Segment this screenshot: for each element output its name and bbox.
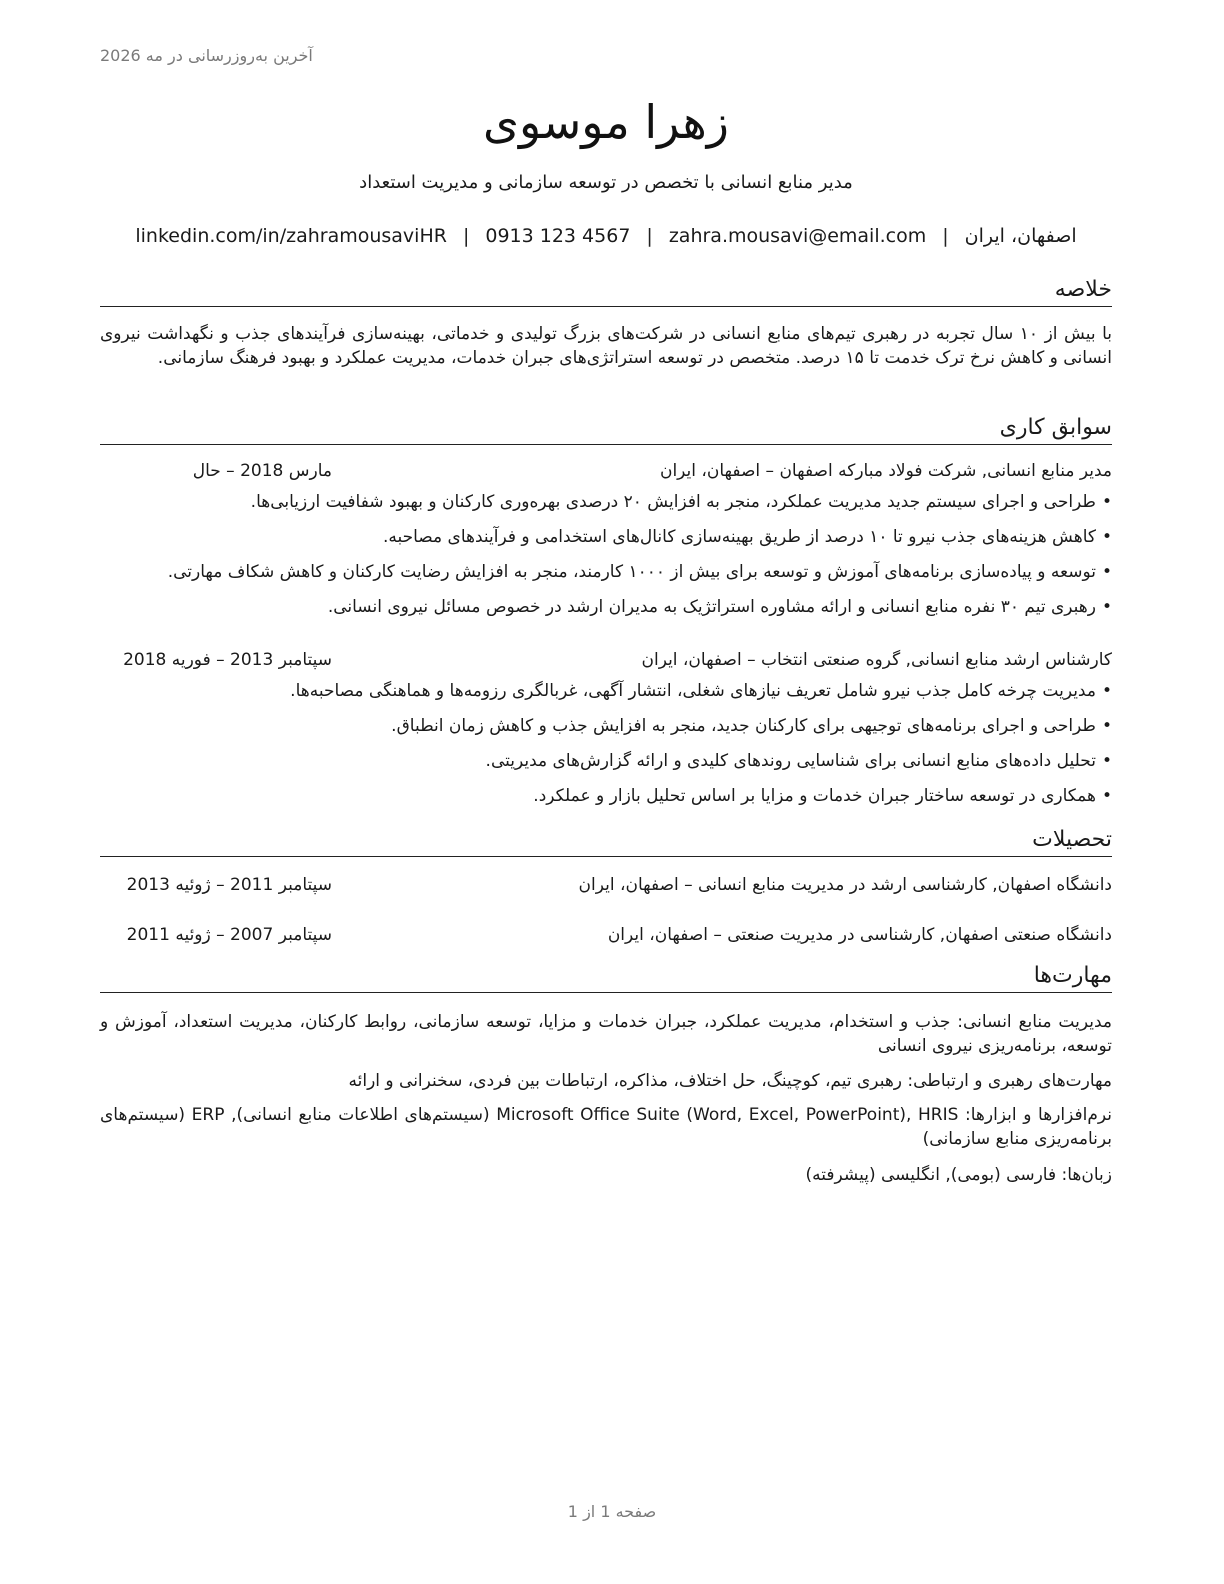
job-dates: مارس 2018 – حال (192, 461, 332, 481)
skill-line: نرم‌افزارها و ابزارها: Microsoft Office Suite (Word, Excel, PowerPoint), HRIS (سیستم‌های اطلاعات منابع انسانی), ERP (سیستم‌های برنامه‌ریزی منابع سازمانی) (100, 1105, 1112, 1149)
contact-email-link[interactable]: zahra.mousavi@email.com (668, 225, 927, 247)
contact-separator: | (942, 225, 949, 247)
bullet-icon: • (1101, 562, 1112, 582)
skills-heading: مهارت‌ها (100, 962, 1112, 993)
skill-line: زبان‌ها: فارسی (بومی), انگلیسی (پیشرفته) (805, 1165, 1112, 1185)
bullet-icon: • (1101, 492, 1112, 512)
bullet-icon: • (1101, 786, 1112, 806)
summary-heading: خلاصه (100, 276, 1112, 307)
job-bullet: •توسعه و پیاده‌سازی برنامه‌های آموزش و توسعه برای بیش از ۱۰۰۰ کارمند، منجر به افزایش رضایت کارکنان و کاهش شکاف مهارتی. (167, 562, 1112, 582)
job-bullet: •طراحی و اجرای برنامه‌های توجیهی برای کارکنان جدید، منجر به افزایش جذب و کاهش زمان انطباق. (391, 716, 1112, 736)
bullet-icon: • (1101, 681, 1112, 701)
contact-phone: 0913 123 4567 (485, 225, 631, 247)
bullet-icon: • (1101, 527, 1112, 547)
job-title: کارشناس ارشد منابع انسانی, گروه صنعتی انتخاب – اصفهان، ایران (641, 650, 1112, 670)
contact-line (100, 223, 1112, 249)
job-dates: سپتامبر 2013 – فوریه 2018 (123, 650, 332, 670)
bullet-icon: • (1101, 751, 1112, 771)
job-bullet: •رهبری تیم ۳۰ نفره منابع انسانی و ارائه مشاوره استراتژیک به مدیران ارشد در خصوص مسائل نیروی انسانی. (327, 597, 1112, 617)
summary-text: با بیش از ۱۰ سال تجربه در رهبری تیم‌های منابع انسانی در شرکت‌های بزرگ تولیدی و خدماتی، بهینه‌سازی فرآیندهای جذب و نگهداشت نیروی انسانی و کاهش نرخ ترک خدمت تا ۱۵ درصد. متخصص در توسعه استراتژی‌های جبران خدمات، مدیریت عملکرد و بهبود فرهنگ سازمانی. (100, 324, 1112, 368)
candidate-headline: مدیر منابع انسانی با تخصص در توسعه سازمانی و مدیریت استعداد (359, 172, 853, 193)
job-bullet: •تحلیل داده‌های منابع انسانی برای شناسایی روندهای کلیدی و ارائه گزارش‌های مدیریتی. (485, 751, 1112, 771)
education-dates: سپتامبر 2011 – ژوئیه 2013 (126, 875, 332, 895)
bullet-icon: • (1101, 716, 1112, 736)
job-bullet: •مدیریت چرخه کامل جذب نیرو شامل تعریف نیازهای شغلی، انتشار آگهی، غربالگری رزومه‌ها و هماهنگی مصاحبه‌ها. (290, 681, 1112, 701)
education-item (100, 873, 1112, 897)
job-bullet: •طراحی و اجرای سیستم جدید مدیریت عملکرد، منجر به افزایش ۲۰ درصدی بهره‌وری کارکنان و بهبود شفافیت ارزیابی‌ها. (250, 492, 1112, 512)
contact-location: اصفهان، ایران (964, 225, 1077, 247)
job-header (100, 648, 1112, 672)
education-degree: دانشگاه صنعتی اصفهان, کارشناسی در مدیریت صنعتی – اصفهان، ایران (607, 925, 1112, 945)
bullet-icon: • (1101, 597, 1112, 617)
last-updated-note: آخرین به‌روزرسانی در مه 2026 (100, 46, 313, 65)
experience-heading: سوابق کاری (100, 414, 1112, 445)
job-header (100, 459, 1112, 483)
page-number: صفحه 1 از 1 (567, 1502, 657, 1521)
education-dates: سپتامبر 2007 – ژوئیه 2011 (126, 925, 332, 945)
skill-line: مدیریت منابع انسانی: جذب و استخدام، مدیریت عملکرد، جبران خدمات و مزایا، توسعه سازمانی، روابط کارکنان، مدیریت استعداد، آموزش و توسعه، برنامه‌ریزی نیروی انسانی (100, 1012, 1112, 1056)
job-bullet: •همکاری در توسعه ساختار جبران خدمات و مزایا بر اساس تحلیل بازار و عملکرد. (533, 786, 1112, 806)
job-title: مدیر منابع انسانی, شرکت فولاد مبارکه اصفهان – اصفهان، ایران (659, 461, 1112, 481)
education-heading: تحصیلات (100, 826, 1112, 857)
candidate-name: زهرا موسوی (483, 95, 729, 149)
contact-linkedin-link[interactable]: linkedin.com/in/zahramousaviHR (135, 225, 447, 247)
job-bullet: •کاهش هزینه‌های جذب نیرو تا ۱۰ درصد از طریق بهینه‌سازی کانال‌های استخدامی و فرآیندهای مصاحبه. (382, 527, 1112, 547)
skill-line: مهارت‌های رهبری و ارتباطی: رهبری تیم، کوچینگ، حل اختلاف، مذاکره، ارتباطات بین فردی، سخنرانی و ارائه (348, 1071, 1112, 1091)
education-degree: دانشگاه اصفهان, کارشناسی ارشد در مدیریت منابع انسانی – اصفهان، ایران (578, 875, 1112, 895)
education-item (100, 923, 1112, 947)
contact-separator: | (646, 225, 653, 247)
contact-separator: | (462, 225, 470, 247)
resume-page (100, 0, 1112, 1584)
